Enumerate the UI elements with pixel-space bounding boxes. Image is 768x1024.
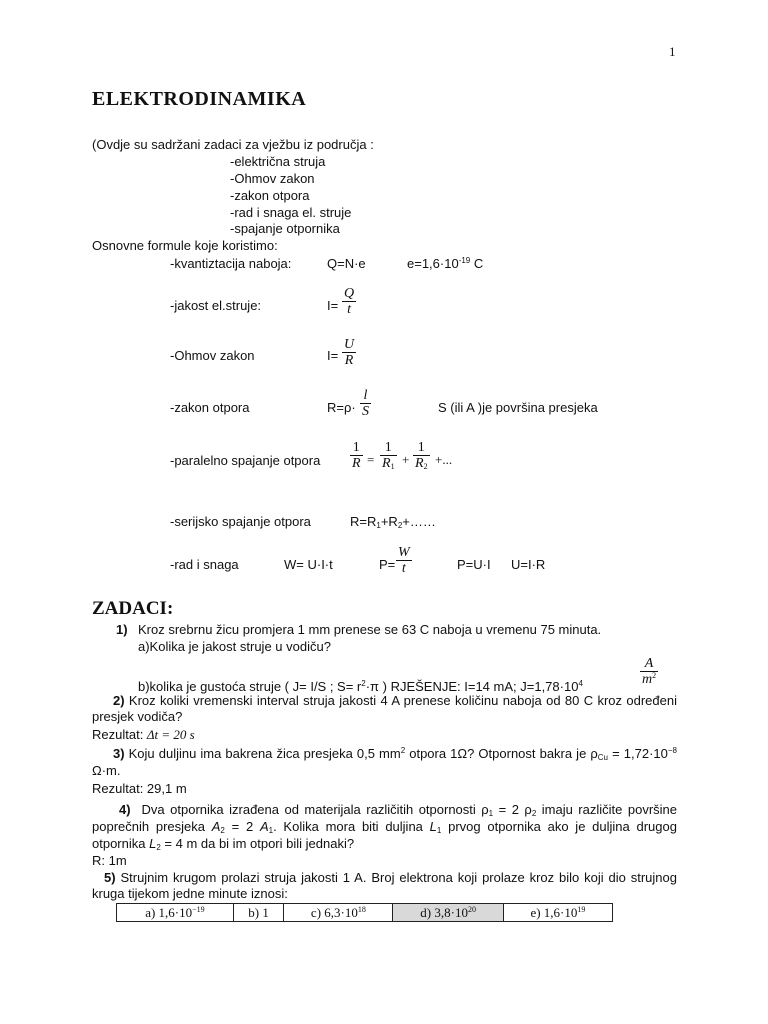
task-1-unit-fraction bbox=[640, 656, 658, 687]
fraction-numerator: 1 bbox=[417, 440, 425, 455]
task-number: 4) bbox=[119, 802, 131, 817]
formula-work: W= U·I·t bbox=[284, 557, 333, 572]
task-4: 4) Dva otpornika izrađena od materijala različitih otpornosti $\rho_1 = 2$ $\rho_2$ imaju različite površine poprečnih presjeka $A_2 = 2$ $A_1$. Kolika mora biti duljina $L_1$ prvog otpornika ako je duljina drugog otpornika $L_2 = 4$ m da bi im otpori bili jednaki? bbox=[92, 802, 677, 852]
task-number: 2) bbox=[113, 693, 125, 708]
task-4-result: R: 1m bbox=[92, 853, 127, 868]
tasks-heading: ZADACI: bbox=[92, 598, 174, 619]
formula-label-parallel: -paralelno spajanje otpora bbox=[170, 453, 321, 468]
formula-label-quantization: -kvantiztacija naboja: bbox=[170, 256, 292, 271]
formula-label-resistance: -zakon otpora bbox=[170, 400, 250, 415]
formula-resist-fraction bbox=[360, 388, 371, 419]
task-1-part-b: b)kolika je gustoća struje ( J= I/S ; $S= r^2\cdot\pi$ ) RJEŠENJE: I=14 mA; $J=1,78\cdot 10^4$ bbox=[138, 679, 583, 694]
formula-label-series: -serijsko spajanje otpora bbox=[170, 514, 311, 529]
table-row bbox=[117, 904, 613, 922]
fraction-denominator: R bbox=[352, 456, 361, 471]
formula-power-ui: P=U·I bbox=[457, 557, 491, 572]
answer-option-d: d) $3,8\cdot 10^{20}$ bbox=[393, 904, 503, 922]
formula-charge: Q=N·e bbox=[327, 256, 366, 271]
page-title: ELEKTRODINAMIKA bbox=[92, 88, 307, 110]
parallel-term-1 bbox=[350, 440, 363, 471]
fraction-numerator: W bbox=[398, 545, 410, 560]
fraction-denominator: S bbox=[362, 404, 369, 419]
formula-label-power: -rad i snaga bbox=[170, 557, 239, 572]
fraction-numerator: l bbox=[363, 388, 368, 403]
answer-option-e: e) $1,6\cdot 10^{19}$ bbox=[503, 904, 612, 922]
formulas-heading: Osnovne formule koje koristimo: bbox=[92, 238, 278, 253]
parallel-term-2 bbox=[380, 440, 397, 471]
task-1-part-a: a)Kolika je jakost struje u vodiču? bbox=[138, 639, 331, 654]
fraction-denominator: $m^2$ bbox=[642, 671, 657, 687]
task-number: 5) bbox=[104, 870, 116, 885]
task-3: 3) Koju duljinu ima bakrena žica presjeka 0,5 $mm^2$ otpora 1Ω? Otpornost bakra je $\rho_{Cu} = 1,72\cdot 10^{-8}$ Ω·m. bbox=[92, 746, 677, 778]
fraction-denominator: $R_2$ bbox=[415, 456, 428, 471]
formula-current-fraction bbox=[342, 286, 356, 317]
fraction-numerator: U bbox=[344, 337, 355, 352]
topic-item: -električna struja bbox=[230, 154, 326, 169]
parallel-plus: + bbox=[402, 452, 410, 467]
topic-item: -rad i snaga el. struje bbox=[230, 205, 352, 220]
task-2: 2) Kroz koliki vremenski interval struja jakosti 4 A prenese količinu naboja od 80 C kroz određeni presjek vodiča? bbox=[92, 693, 677, 724]
resist-note: S (ili A )je površina presjeka bbox=[438, 400, 598, 415]
task-number: 1) bbox=[116, 622, 128, 637]
task-1-text: Kroz srebrnu žicu promjera 1 mm prenese se 63 C naboja u vremenu 75 minuta. bbox=[138, 622, 602, 637]
fraction-numerator: A bbox=[644, 656, 654, 671]
parallel-tail: +... bbox=[435, 452, 453, 467]
formula-label-ohm: -Ohmov zakon bbox=[170, 348, 255, 363]
formula-current-lhs: I= bbox=[327, 298, 339, 313]
topic-item: -Ohmov zakon bbox=[230, 171, 315, 186]
fraction-denominator: $R_1$ bbox=[382, 456, 395, 471]
formula-ohm-fraction bbox=[342, 337, 356, 368]
page-number: 1 bbox=[669, 44, 676, 59]
fraction-denominator: t bbox=[401, 561, 406, 576]
answer-option-b: b) 1 bbox=[233, 904, 284, 922]
topic-item: -spajanje otpornika bbox=[230, 221, 340, 236]
fraction-denominator: t bbox=[347, 302, 351, 317]
fraction-numerator: Q bbox=[344, 286, 355, 301]
fraction-denominator: R bbox=[344, 353, 354, 368]
intro-lead: (Ovdje su sadržani zadaci za vježbu iz područja : bbox=[92, 137, 374, 152]
formula-elementary-charge: $e=1,6\cdot 10^{-19}$ C bbox=[407, 256, 484, 271]
parallel-equals: = bbox=[367, 452, 375, 467]
answer-option-a: a) $1,6\cdot 10^{-19}$ bbox=[117, 904, 234, 922]
task-2-result: Rezultat: Δt = 20 s bbox=[92, 727, 195, 742]
topic-item: -zakon otpora bbox=[230, 188, 310, 203]
answer-options-table bbox=[116, 903, 613, 922]
formula-series: $R=R_1+R_2+\dots\dots$ bbox=[350, 514, 436, 530]
formula-resist-lhs: R=ρ· bbox=[327, 400, 356, 415]
parallel-term-3 bbox=[413, 440, 430, 471]
formula-ohm-lhs: I= bbox=[327, 348, 339, 363]
task-3-result: Rezultat: 29,1 m bbox=[92, 781, 187, 796]
formula-power-fraction bbox=[396, 545, 412, 576]
answer-option-c: c) $6,3\cdot 10^{18}$ bbox=[284, 904, 393, 922]
formula-power-lhs: P= bbox=[379, 557, 396, 572]
fraction-numerator: 1 bbox=[352, 440, 360, 455]
formula-voltage: U=I·R bbox=[511, 557, 546, 572]
formula-label-current: -jakost el.struje: bbox=[170, 298, 262, 313]
task-5: 5) Strujnim krugom prolazi struja jakosti 1 A. Broj elektrona koji prolaze kroz bilo koji dio strujnog kruga tijekom jedne minute iznosi: bbox=[92, 870, 677, 901]
task-number: 3) bbox=[113, 746, 125, 761]
fraction-numerator: 1 bbox=[384, 440, 392, 455]
